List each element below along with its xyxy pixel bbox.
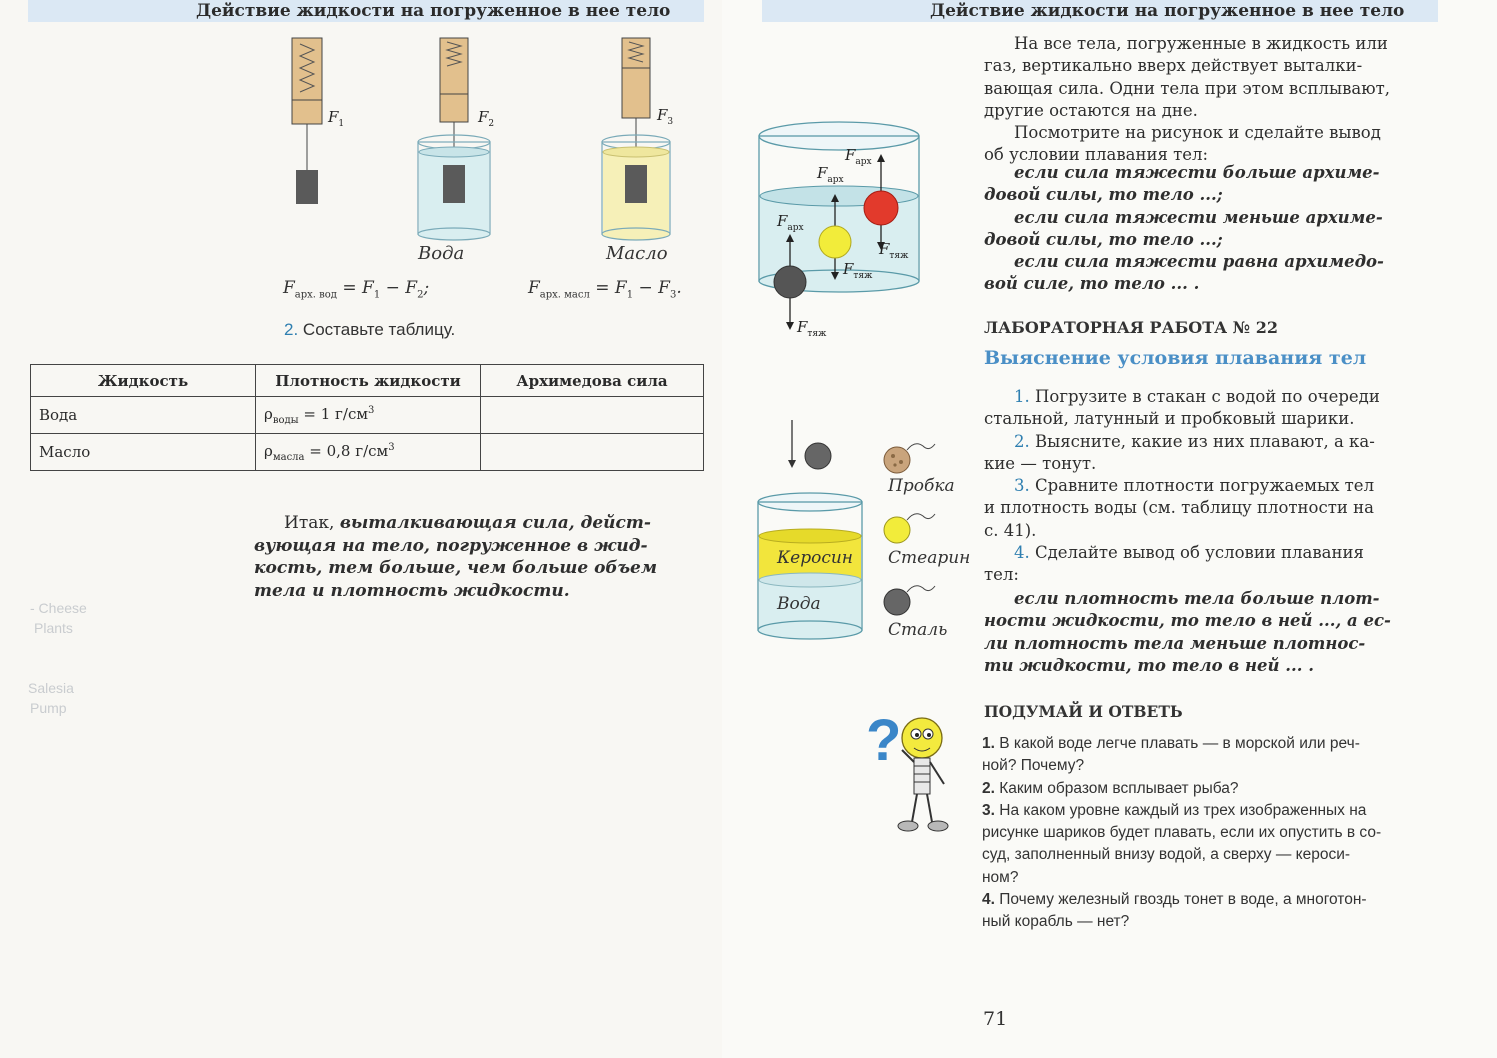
gravity-force-label: $F_{тяж}$ [797,318,827,339]
liquid-cell: Масло [31,434,256,471]
stearin-label: Стеарин [888,548,971,568]
column-header: Жидкость [31,365,256,397]
spring-balance-figure [270,30,710,250]
formula-oil: $F_{арх. масл} = F_1 - F_3$. [528,278,682,301]
thinking-character-icon [862,700,982,840]
task-2-number: 2. [284,320,299,339]
arch-force-label: $F_{арх}$ [777,212,804,233]
right-header [762,0,1438,22]
lab-title: ЛАБОРАТОРНАЯ РАБОТА № 22 [984,318,1278,337]
cork-label: Пробка [888,476,955,496]
water-label: Вода [418,243,465,264]
steel-label: Сталь [888,620,948,640]
spring-balance-2 [418,38,490,240]
left-header [28,0,704,22]
density-cell: $\rho_{масла} = 0,8$ $г/см^3$ [256,434,481,471]
ghost-text: - Cheese [30,600,87,616]
questions-list: 1. В какой воде легче плавать — в морской или реч- ной? Почему? 2. Каким образом всплывает рыба? 3. На каком уровне каждый из трех изображенных на рисунке шариков будет плавать, если их опустить в со- суд, заполненный внизу водой, а сверху — кероси- ном? 4. Почему железный гвоздь тонет в воде, а многотон- ный корабль — нет? [982,735,1382,931]
conditions-list: если сила тяжести больше архиме- довой силы, то тело ...; если сила тяжести меньше архиме- довой силы, то тело ...; если сила тяжести равна архимедо- вой силе, то тело ... . [984,163,1384,294]
column-header: Архимедова сила [481,365,704,397]
svg-text:?: ? [866,708,902,773]
force-cell [481,434,704,471]
column-header: Плотность жидкости [256,365,481,397]
ghost-text: Pump [30,700,67,716]
ghost-text: Salesia [28,680,74,696]
think-title: ПОДУМАЙ И ОТВЕТЬ [984,702,1183,721]
force-label-3: $F_3$ [657,106,674,127]
ghost-text: Plants [34,620,73,636]
formula-water: $F_{арх. вод} = F_1 - F_2$; [283,278,430,301]
arch-force-label: $F_{арх}$ [817,164,844,185]
left-header-text: Действие жидкости на погруженное в нее тело [196,1,671,21]
intro-paragraph: На все тела, погруженные в жидкость или газ, вертикально вверх действует выталки- вающая сила. Одни тела при этом всплывают, другие остаются на дне. Посмотрите на рисунок и сделайте вывод об условии плавания тел: [984,34,1390,165]
spring-balance-3 [602,38,670,240]
conclusion-paragraph: Итак, выталкивающая сила, дейст- вующая на тело, погруженное в жид- кость, тем больше, чем больше объем тела и плотность жидкости. [254,513,658,601]
task-2-text: Составьте таблицу. [302,320,456,339]
right-page [722,0,1497,1058]
density-table [30,364,704,471]
lab-conclusion: если плотность тела больше плот- ности жидкости, то тело в ней ..., а ес- ли плотность тела меньше плотнос- ти жидкости, то тело в ней ... . [984,589,1391,675]
table-row [31,434,704,471]
water-label: Вода [777,594,821,614]
page-number: 71 [983,1008,1008,1030]
arch-force-label: $F_{арх}$ [845,146,872,167]
density-cell: $\rho_{воды} = 1$ $г/см^3$ [256,397,481,434]
gravity-force-label: $F_{тяж}$ [843,260,873,281]
right-header-text: Действие жидкости на погруженное в нее тело [930,1,1405,21]
left-page [0,0,722,1058]
task-2 [284,320,455,340]
kerosene-label: Керосин [777,548,854,568]
force-label-2: $F_2$ [478,108,495,129]
liquid-cell: Вода [31,397,256,434]
lab-steps: 1. Погрузите в стакан с водой по очереди стальной, латунный и пробковый шарики. 2. Выясните, какие из них плавают, а ка- кие — тонут. 3. Сравните плотности погружаемых тел и плотность воды (см. таблицу плотности на с. 41). 4. Сделайте вывод об условии плавания тел: [984,387,1380,585]
lab-subtitle: Выяснение условия плавания тел [984,347,1367,369]
spring-balance-1 [292,38,322,204]
table-header-row [31,365,704,397]
force-label-1: $F_1$ [328,108,345,129]
oil-label: Масло [606,243,668,264]
force-cell [481,397,704,434]
gravity-force-label: $F_{тяж}$ [879,240,909,261]
table-row [31,397,704,434]
